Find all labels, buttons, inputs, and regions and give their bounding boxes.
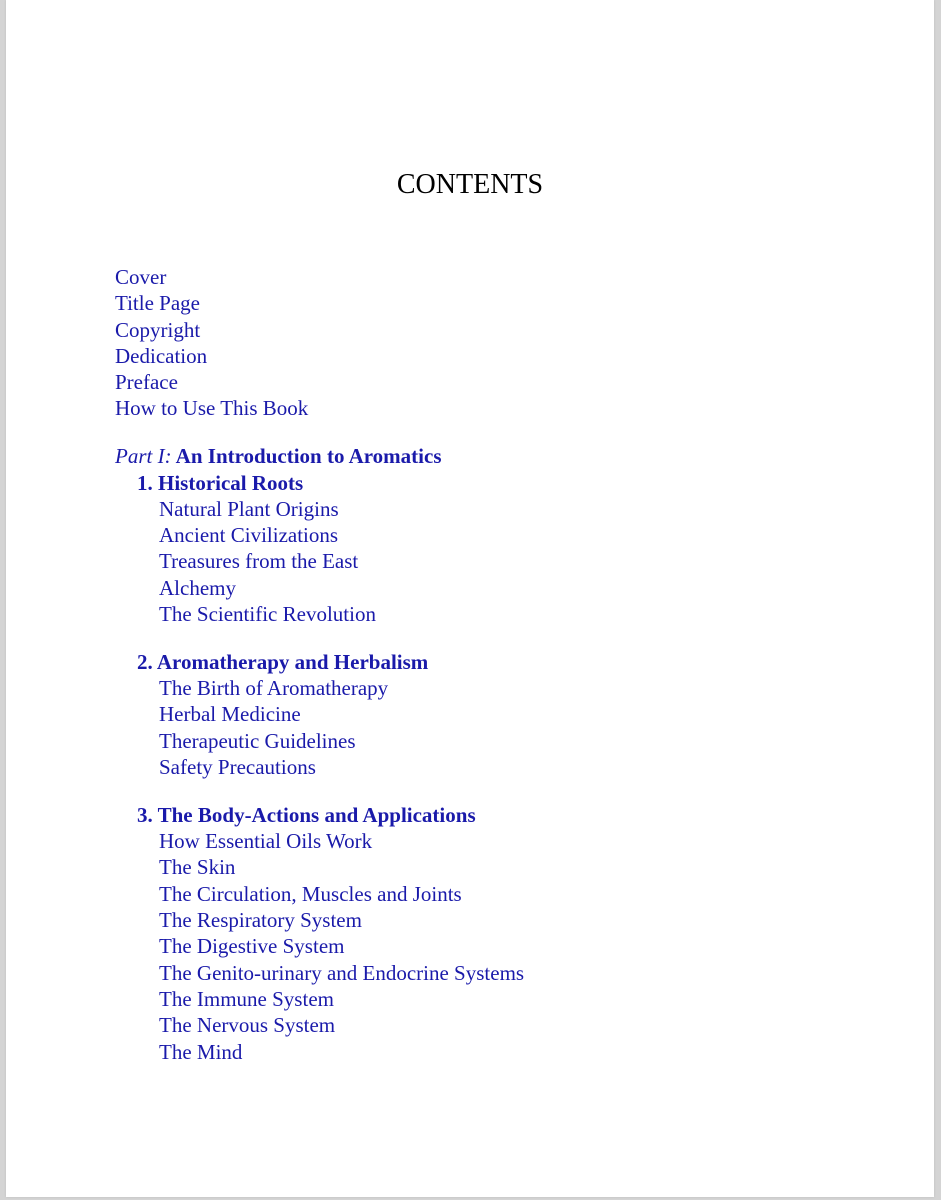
toc-section-link[interactable]: The Birth of Aromatherapy <box>159 676 389 701</box>
toc-section-link[interactable]: The Circulation, Muscles and Joints <box>159 881 462 906</box>
toc-section-link[interactable]: The Scientific Revolution <box>159 602 376 627</box>
toc-section-link[interactable]: The Skin <box>159 855 236 880</box>
toc-section-link[interactable]: Ancient Civilizations <box>159 523 339 548</box>
toc-section-link[interactable]: The Digestive System <box>159 934 345 959</box>
toc-section-link[interactable]: Herbal Medicine <box>159 702 301 727</box>
toc-section-link[interactable]: Therapeutic Guidelines <box>159 728 356 753</box>
toc-link[interactable]: Dedication <box>115 343 208 368</box>
toc-link[interactable]: Preface <box>115 370 178 395</box>
toc-link[interactable]: Title Page <box>115 291 200 316</box>
document-page <box>6 0 934 1197</box>
toc-section-link[interactable]: The Genito-urinary and Endocrine Systems <box>159 960 525 985</box>
toc-part-link[interactable] <box>115 443 524 469</box>
toc-link[interactable]: Cover <box>115 265 167 289</box>
toc-chapter-link[interactable]: 3. The Body-Actions and Applications <box>137 802 476 827</box>
toc-link[interactable]: How to Use This Book <box>115 396 309 421</box>
toc-chapter-link[interactable]: 1. Historical Roots <box>137 470 304 495</box>
toc-section-link[interactable]: The Nervous System <box>159 1013 336 1038</box>
front-matter-list <box>115 264 524 422</box>
chapters-list <box>115 470 524 1065</box>
toc-section-link[interactable]: Treasures from the East <box>159 549 359 574</box>
toc-section-link[interactable]: Alchemy <box>159 575 236 600</box>
toc-section-link[interactable]: Natural Plant Origins <box>159 496 339 521</box>
toc-section-link[interactable]: Safety Precautions <box>159 755 316 780</box>
toc-section-link[interactable]: The Respiratory System <box>159 908 362 933</box>
toc-link[interactable]: Copyright <box>115 317 201 342</box>
toc-chapter-link[interactable]: 2. Aromatherapy and Herbalism <box>137 649 429 674</box>
table-of-contents <box>115 264 524 1065</box>
toc-section-link[interactable]: How Essential Oils Work <box>159 829 373 854</box>
toc-section-link[interactable]: The Immune System <box>159 986 334 1011</box>
part-label: Part I: <box>115 444 172 469</box>
part-title: An Introduction to Aromatics <box>175 444 442 469</box>
page-title: CONTENTS <box>396 169 544 200</box>
toc-section-link[interactable]: The Mind <box>159 1039 243 1064</box>
